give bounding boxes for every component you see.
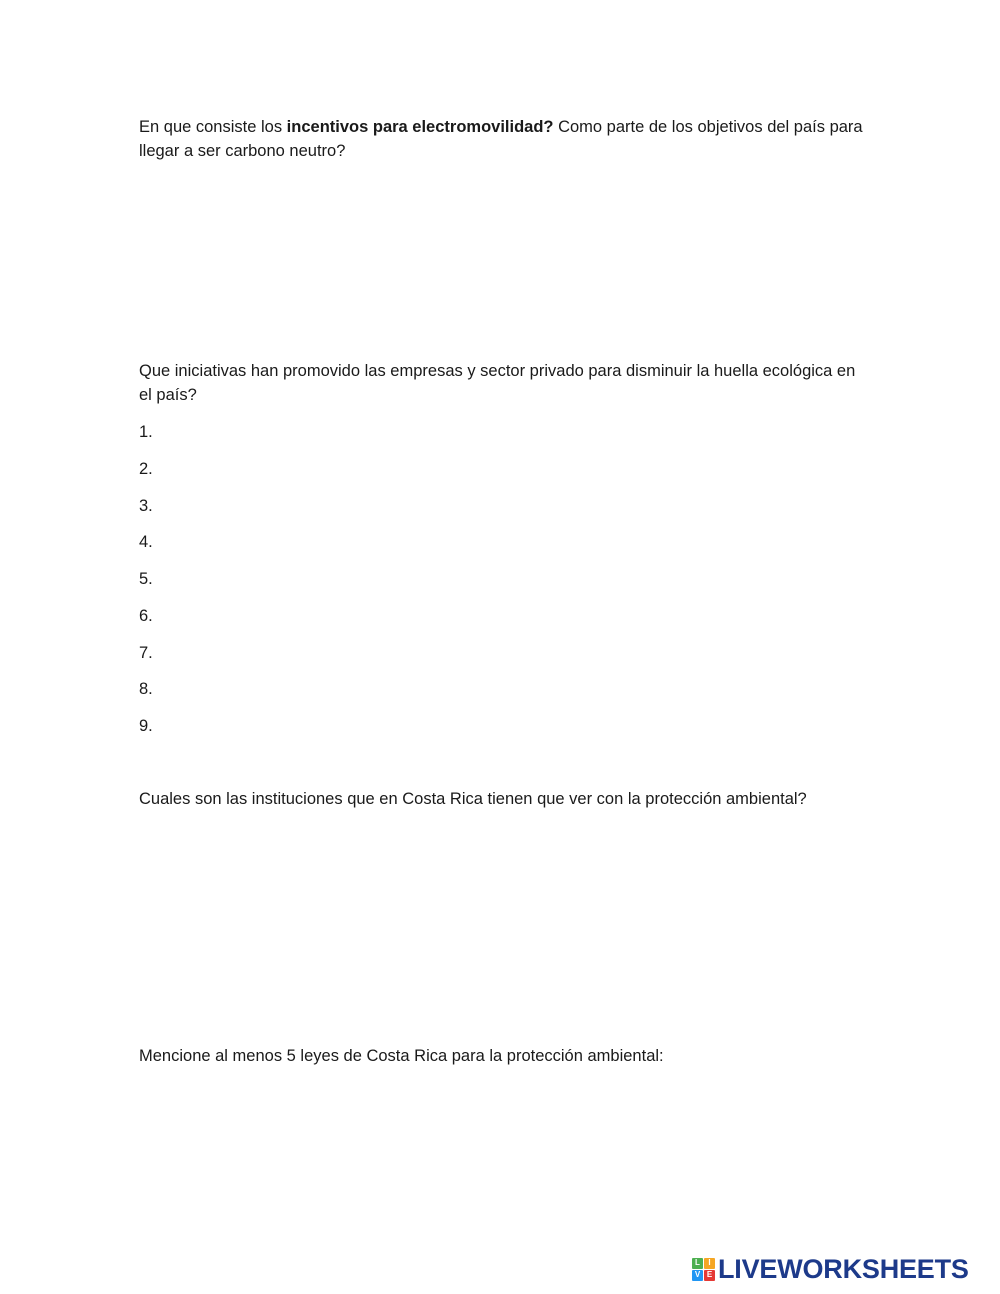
question-electromobility-before: En que consiste los xyxy=(139,118,287,136)
list-item: 8. xyxy=(139,680,153,699)
list-item: 5. xyxy=(139,570,153,588)
list-item: 2. xyxy=(139,459,153,478)
liveworksheets-logo xyxy=(692,1254,969,1284)
logo-mark-e: E xyxy=(704,1270,715,1281)
list-item: 6. xyxy=(139,606,153,625)
question-private-sector: Que iniciativas han promovido las empresas y sector privado para disminuir la huella ecológica en el país? xyxy=(139,362,856,404)
logo-mark-v: V xyxy=(692,1270,703,1281)
answer-list xyxy=(139,420,153,751)
list-item: 1. xyxy=(139,423,153,441)
list-item: 4. xyxy=(139,533,153,552)
logo-mark-l: L xyxy=(692,1258,703,1269)
question-electromobility-bold: incentivos para electromovilidad? xyxy=(286,118,554,136)
question-electromobility xyxy=(139,115,869,163)
liveworksheets-logo-icon xyxy=(692,1258,715,1281)
list-item: 3. xyxy=(139,496,153,515)
liveworksheets-logo-text: LIVEWORKSHEETS xyxy=(718,1253,969,1284)
question-institutions: Cuales son las instituciones que en Costa Rica tienen que ver con la protección ambiental? xyxy=(139,790,807,808)
list-item: 7. xyxy=(139,643,153,662)
list-item: 9. xyxy=(139,717,153,735)
logo-mark-i: I xyxy=(704,1258,715,1269)
question-electromobility-after: Como parte de los objetivos del país para llegar a ser carbono neutro? xyxy=(139,118,863,160)
question-laws: Mencione al menos 5 leyes de Costa Rica para la protección ambiental: xyxy=(139,1047,664,1065)
